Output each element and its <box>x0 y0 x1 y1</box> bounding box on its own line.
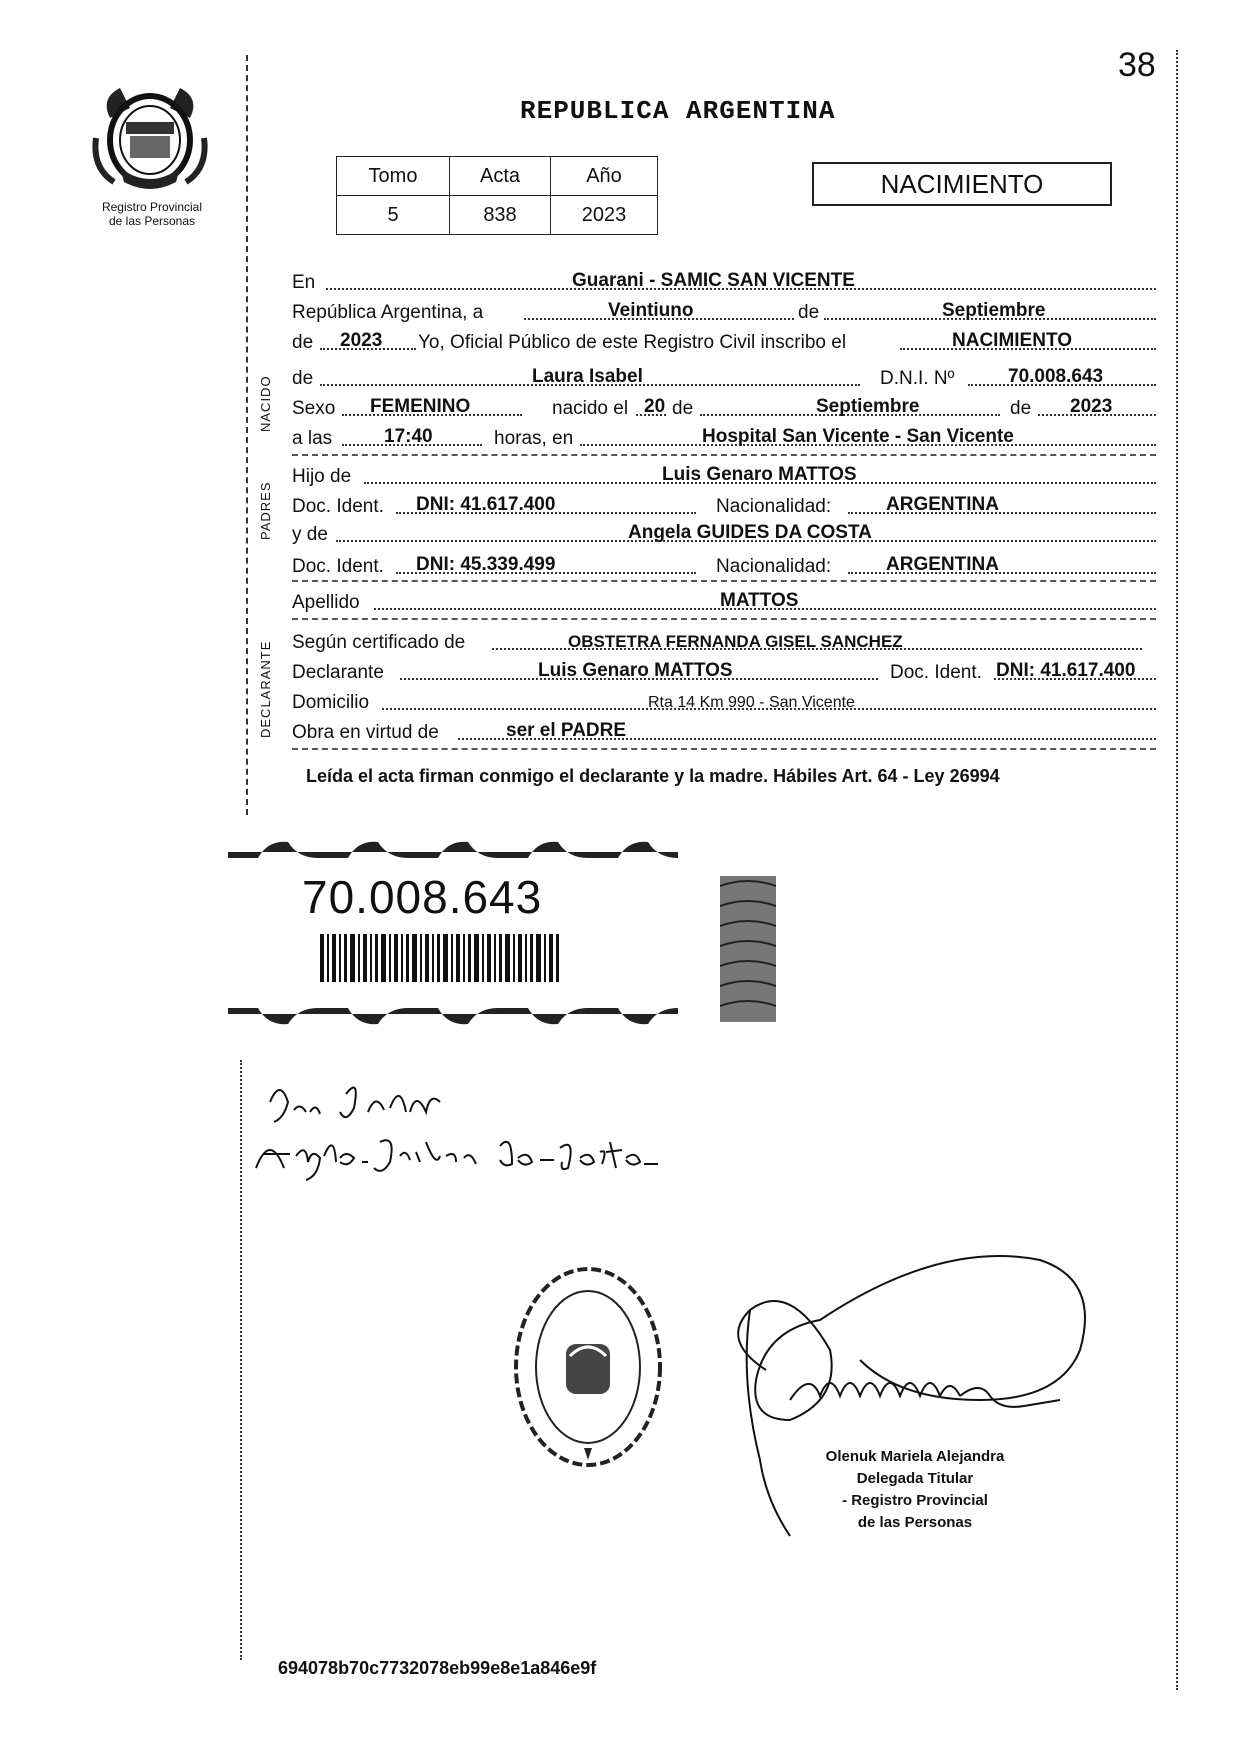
row-inscription-date <box>292 298 1156 326</box>
mother-doc: DNI: 45.339.499 <box>416 554 556 575</box>
virtue-value: ser el PADRE <box>506 720 627 741</box>
row-mother <box>292 520 1156 548</box>
province-seal-logo <box>90 78 210 196</box>
row-inscription-year <box>292 328 1156 356</box>
row-place <box>292 268 1156 296</box>
obra-label: Obra en virtud de <box>292 722 439 743</box>
birth-time: 17:40 <box>384 426 433 447</box>
left-margin-line-lower <box>240 1060 242 1660</box>
horas-en-label: horas, en <box>494 428 574 449</box>
row-surname <box>292 588 1156 616</box>
row-birth-time-place <box>292 424 1156 452</box>
barcode <box>320 934 560 982</box>
row-mother-doc <box>292 552 1156 580</box>
declarant-doc: DNI: 41.617.400 <box>996 660 1136 681</box>
surname-value: MATTOS <box>720 590 799 611</box>
row-father-doc <box>292 492 1156 520</box>
right-margin-line <box>1176 50 1178 1690</box>
birth-month: Septiembre <box>816 396 920 417</box>
anio-header: Año <box>551 157 658 196</box>
section-label-declarante: DECLARANTE <box>258 640 273 738</box>
father-name: Luis Genaro MATTOS <box>662 464 857 485</box>
birth-day: 20 <box>644 396 666 417</box>
left-margin-line <box>246 55 248 815</box>
act-kind: NACIMIENTO <box>952 330 1072 351</box>
official-office-2: de las Personas <box>857 1514 973 1531</box>
document-title: REPUBLICA ARGENTINA <box>520 96 836 126</box>
sticker-band-bottom <box>228 994 678 1028</box>
official-office: - Registro Provincial <box>842 1492 988 1509</box>
security-pattern <box>720 876 776 1022</box>
logo-caption: Registro Provincial de las Personas <box>101 200 203 228</box>
anio-value: 2023 <box>551 196 658 235</box>
inscription-year: 2023 <box>340 330 383 351</box>
certificate-by: OBSTETRA FERNANDA GISEL SANCHEZ <box>568 632 903 651</box>
separator-surname <box>292 618 1156 620</box>
father-nationality: ARGENTINA <box>886 494 999 515</box>
document-hash: 694078b70c7732078eb99e8e1a846e9f <box>278 1658 597 1678</box>
child-name: Laura Isabel <box>532 366 643 387</box>
nacido-el-label: nacido el <box>552 398 629 419</box>
mother-doc-label: Doc. Ident. <box>292 556 384 577</box>
tomo-header: Tomo <box>337 157 450 196</box>
sticker-band-top <box>228 838 678 872</box>
page-number: 38 <box>1118 46 1156 84</box>
de-byear-label: de <box>1010 398 1032 419</box>
sticker-dni-number: 70.008.643 <box>302 871 543 923</box>
official-name: Olenuk Mariela Alejandra <box>825 1448 1005 1465</box>
de-month-label: de <box>672 398 694 419</box>
row-sex-birth <box>292 394 1156 422</box>
row-virtue <box>292 718 1156 746</box>
domicile-value: Rta 14 Km 990 - San Vicente <box>648 694 855 711</box>
birth-year: 2023 <box>1070 396 1113 417</box>
certificado-label: Según certificado de <box>292 632 466 653</box>
row-certificate <box>292 628 1156 656</box>
child-dni: 70.008.643 <box>1008 366 1104 387</box>
father-nat-label: Nacionalidad: <box>716 496 832 517</box>
section-label-padres: PADRES <box>258 481 273 540</box>
y-de-label: y de <box>292 524 328 545</box>
de-year-label: de <box>292 332 314 353</box>
closing-note: Leída el acta firman conmigo el declarante y la madre. Hábiles Art. 64 - Ley 26994 <box>306 766 1000 786</box>
section-label-nacido: NACIDO <box>258 375 273 432</box>
inscription-day: Veintiuno <box>608 300 694 321</box>
mother-name: Angela GUIDES DA COSTA <box>628 522 872 543</box>
tomo-value: 5 <box>337 196 450 235</box>
row-child-name <box>292 364 1156 392</box>
row-father <box>292 462 1156 490</box>
apellido-label: Apellido <box>292 592 360 613</box>
official-name-block <box>780 1446 1050 1534</box>
official-role: Delegada Titular <box>856 1470 974 1487</box>
acta-value: 838 <box>450 196 551 235</box>
official-seal <box>510 1262 666 1472</box>
acta-header: Acta <box>450 157 551 196</box>
hijo-de-label: Hijo de <box>292 466 352 487</box>
declarant-doc-label: Doc. Ident. <box>890 662 982 683</box>
father-doc-label: Doc. Ident. <box>292 496 384 517</box>
act-type-box: NACIMIENTO <box>812 162 1112 206</box>
place-value: Guarani - SAMIC SAN VICENTE <box>572 270 855 291</box>
a-las-label: a las <box>292 428 333 449</box>
oficial-label: Yo, Oficial Público de este Registro Civil inscribo el <box>418 332 847 353</box>
mother-nat-label: Nacionalidad: <box>716 556 832 577</box>
sexo-label: Sexo <box>292 398 336 419</box>
father-doc: DNI: 41.617.400 <box>416 494 556 515</box>
declarante-label: Declarante <box>292 662 384 683</box>
republica-label: República Argentina, a <box>292 302 484 323</box>
row-domicile <box>292 688 1156 716</box>
inscription-month: Septiembre <box>942 300 1046 321</box>
domicilio-label: Domicilio <box>292 692 370 713</box>
de-name-label: de <box>292 368 314 389</box>
mother-nationality: ARGENTINA <box>886 554 999 575</box>
dni-sticker <box>228 838 678 1028</box>
de-label: de <box>798 302 820 323</box>
en-label: En <box>292 272 316 293</box>
birth-place: Hospital San Vicente - San Vicente <box>702 426 1014 447</box>
separator-declarant <box>292 748 1156 750</box>
handwritten-signatures <box>250 1072 670 1182</box>
sex-value: FEMENINO <box>370 396 471 417</box>
declarant-name: Luis Genaro MATTOS <box>538 660 733 681</box>
separator-parents <box>292 580 1156 582</box>
dni-label: D.N.I. Nº <box>880 368 955 389</box>
row-declarant <box>292 658 1156 686</box>
separator-born <box>292 454 1156 456</box>
registry-table <box>336 156 658 235</box>
